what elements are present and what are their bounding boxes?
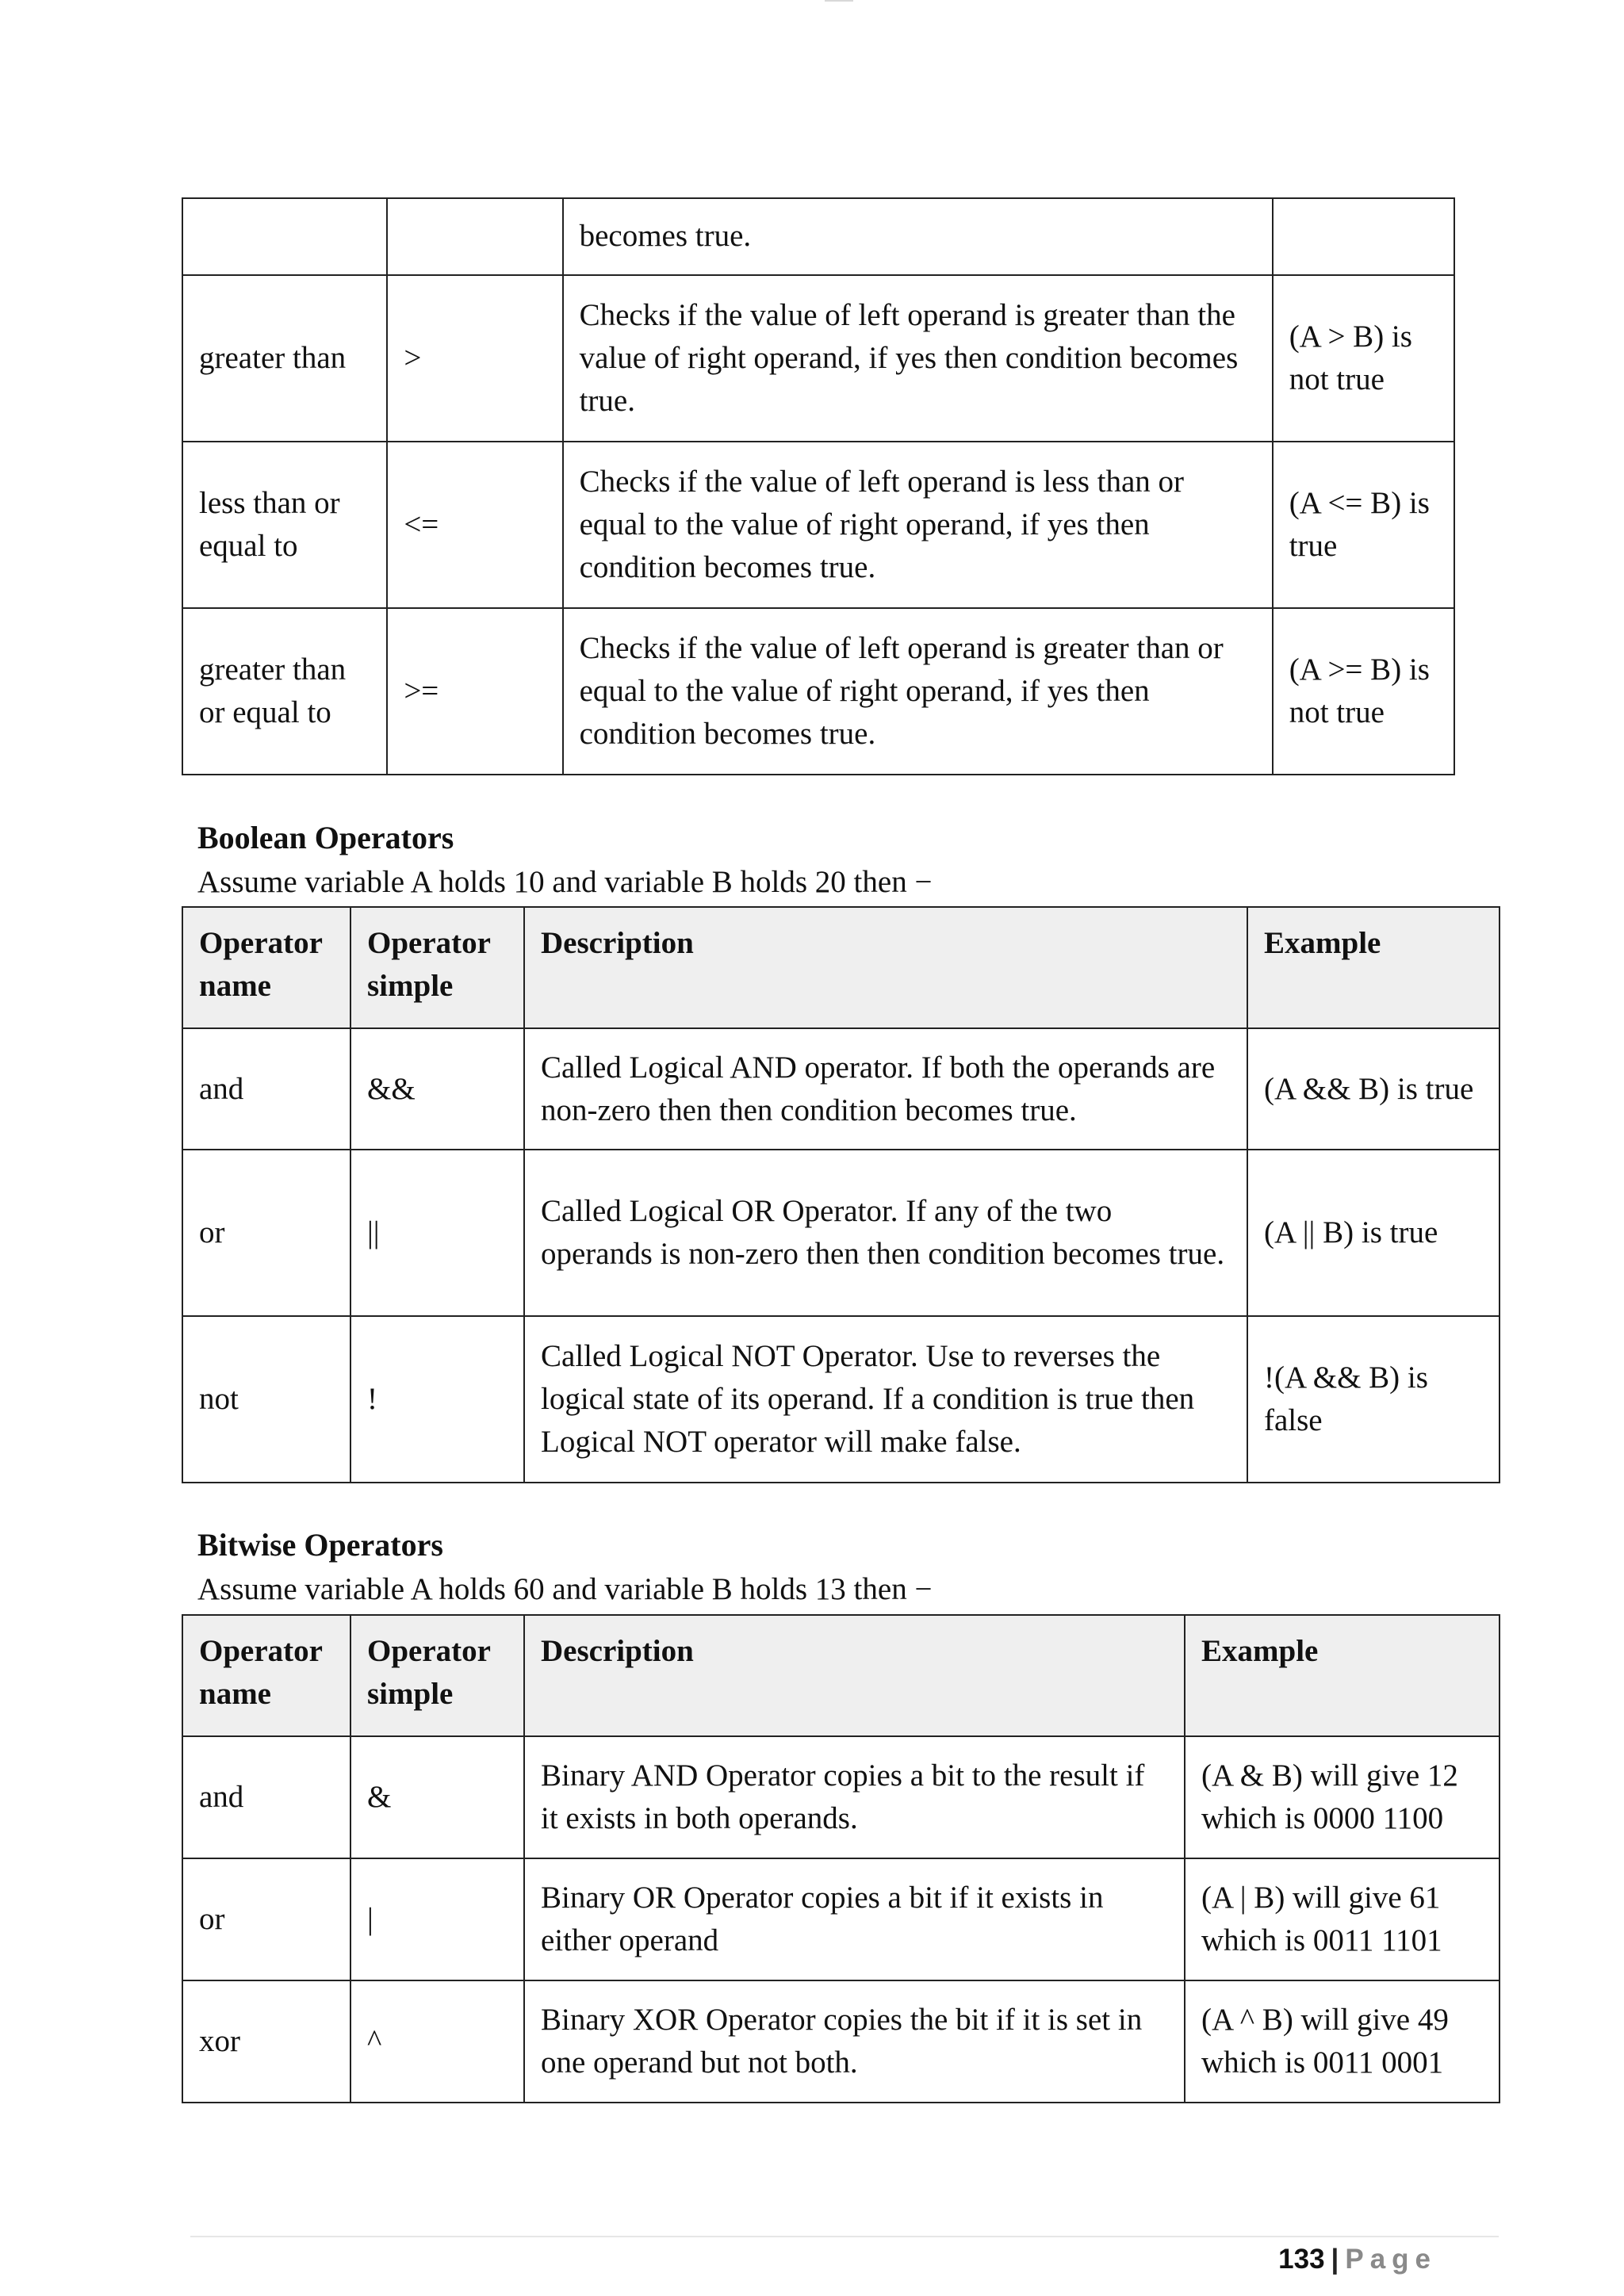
description-cell: Checks if the value of left operand is less than or equal to the value of right operand, if yes then condition becomes true. xyxy=(563,442,1273,608)
operator-name-cell: less than or equal to xyxy=(182,442,387,608)
description-cell: becomes true. xyxy=(563,198,1273,275)
relational-operators-table xyxy=(182,197,1455,775)
table-row xyxy=(182,1150,1500,1316)
footer-separator: | xyxy=(1331,2244,1339,2275)
operator-symbol-cell: <= xyxy=(387,442,562,608)
operator-name-cell: and xyxy=(182,1028,350,1150)
operator-name-cell: or xyxy=(182,1150,350,1316)
header-description: Description xyxy=(524,907,1247,1028)
description-cell: Called Logical AND operator. If both the operands are non-zero then then condition becomes true. xyxy=(524,1028,1247,1150)
operator-symbol-cell: & xyxy=(350,1736,524,1858)
boolean-operators-table xyxy=(182,906,1500,1483)
example-cell: (A ^ B) will give 49 which is 0011 0001 xyxy=(1185,1980,1500,2103)
header-example: Example xyxy=(1185,1615,1500,1736)
table-row xyxy=(182,1028,1500,1150)
example-cell: (A & B) will give 12 which is 0000 1100 xyxy=(1185,1736,1500,1858)
table-row xyxy=(182,442,1454,608)
operator-name-cell: not xyxy=(182,1316,350,1483)
footer-rule xyxy=(190,2236,1499,2237)
header-operator-simple: Operator simple xyxy=(350,1615,524,1736)
table-row xyxy=(182,198,1454,275)
page-top-mark xyxy=(825,0,853,2)
operator-name-cell: greater than or equal to xyxy=(182,608,387,775)
table-header-row xyxy=(182,907,1500,1028)
description-cell: Binary OR Operator copies a bit if it exists in either operand xyxy=(524,1858,1185,1980)
table-row xyxy=(182,1858,1500,1980)
table-header-row xyxy=(182,1615,1500,1736)
example-cell: (A || B) is true xyxy=(1247,1150,1500,1316)
example-cell: (A | B) will give 61 which is 0011 1101 xyxy=(1185,1858,1500,1980)
header-example: Example xyxy=(1247,907,1500,1028)
example-cell: (A > B) is not true xyxy=(1273,275,1454,442)
page-footer xyxy=(1278,2242,1437,2277)
header-description: Description xyxy=(524,1615,1185,1736)
operator-symbol-cell: && xyxy=(350,1028,524,1150)
page-label: Page xyxy=(1345,2244,1437,2275)
operator-symbol-cell: || xyxy=(350,1150,524,1316)
description-cell: Checks if the value of left operand is greater than the value of right operand, if yes then condition becomes true. xyxy=(563,275,1273,442)
table-row xyxy=(182,1736,1500,1858)
example-cell: (A && B) is true xyxy=(1247,1028,1500,1150)
operator-name-cell: and xyxy=(182,1736,350,1858)
description-cell: Called Logical NOT Operator. Use to reverses the logical state of its operand. If a condition is true then Logical NOT operator will make false. xyxy=(524,1316,1247,1483)
description-cell: Called Logical OR Operator. If any of the two operands is non-zero then then condition becomes true. xyxy=(524,1150,1247,1316)
operator-name-cell: or xyxy=(182,1858,350,1980)
description-cell: Binary XOR Operator copies the bit if it is set in one operand but not both. xyxy=(524,1980,1185,2103)
example-cell: !(A && B) is false xyxy=(1247,1316,1500,1483)
description-cell: Checks if the value of left operand is greater than or equal to the value of right operand, if yes then condition becomes true. xyxy=(563,608,1273,775)
operator-symbol-cell: > xyxy=(387,275,562,442)
operator-symbol-cell: ^ xyxy=(350,1980,524,2103)
boolean-operators-heading: Boolean Operators xyxy=(197,820,454,855)
bitwise-operators-intro: Assume variable A holds 60 and variable B holds 13 then − xyxy=(197,1572,933,1606)
header-operator-name: Operator name xyxy=(182,907,350,1028)
table-row xyxy=(182,275,1454,442)
example-cell xyxy=(1273,198,1454,275)
operator-name-cell xyxy=(182,198,387,275)
table-row xyxy=(182,608,1454,775)
bitwise-operators-table xyxy=(182,1614,1500,2103)
operator-name-cell: greater than xyxy=(182,275,387,442)
operator-symbol-cell: >= xyxy=(387,608,562,775)
header-operator-name: Operator name xyxy=(182,1615,350,1736)
boolean-operators-intro: Assume variable A holds 10 and variable B holds 20 then − xyxy=(197,865,933,899)
header-operator-simple: Operator simple xyxy=(350,907,524,1028)
operator-symbol-cell xyxy=(387,198,562,275)
example-cell: (A >= B) is not true xyxy=(1273,608,1454,775)
example-cell: (A <= B) is true xyxy=(1273,442,1454,608)
description-cell: Binary AND Operator copies a bit to the result if it exists in both operands. xyxy=(524,1736,1185,1858)
operator-symbol-cell: | xyxy=(350,1858,524,1980)
table-row xyxy=(182,1980,1500,2103)
bitwise-operators-heading: Bitwise Operators xyxy=(197,1527,443,1563)
operator-name-cell: xor xyxy=(182,1980,350,2103)
operator-symbol-cell: ! xyxy=(350,1316,524,1483)
table-row xyxy=(182,1316,1500,1483)
page-number: 133 xyxy=(1278,2244,1325,2275)
